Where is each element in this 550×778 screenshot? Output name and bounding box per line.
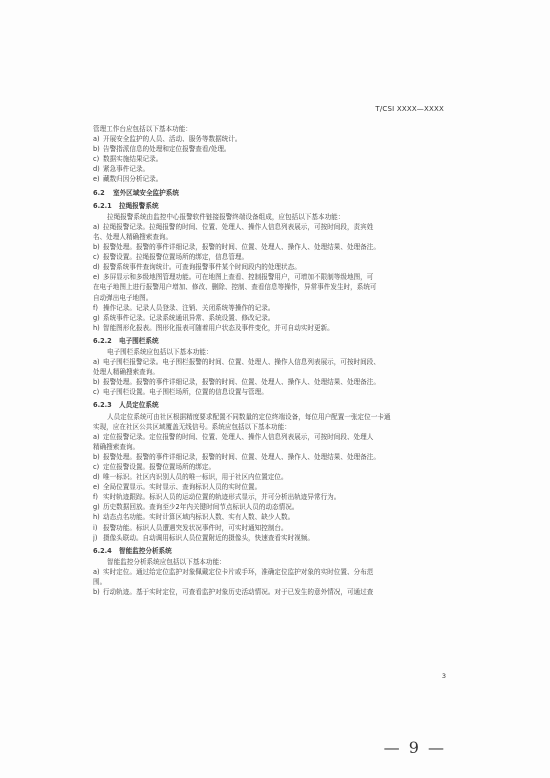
subsection-intro-continuation: 实现，应在社区公共区域覆盖无线信号。系统应包括以下基本功能： [93, 422, 291, 431]
list-item: e) 多屏显示和多级地图管理功能。可在地图上查看、控制报警用户，可增加不限制等级地图，可 [93, 273, 374, 282]
list-item: b) 报警处理。报警的事件详细记录，报警的时间、位置、处理人、操作人、处理结果、处理备注。 [93, 452, 380, 461]
list-item: b) 告警指派信息的处理和定位报警查看/处理。 [93, 145, 231, 154]
list-item: i) 报警功能。标识人员遭遇突发状况事件时，可实时通知控制台。 [93, 523, 288, 532]
subsection-heading: 6.2.1 拉绳报警系统 [93, 201, 159, 210]
section-heading: 6.2 室外区域安全监护系统 [93, 188, 179, 197]
list-item-continuation: 精确搜索查询。 [93, 442, 140, 451]
subsection-heading: 6.2.2 电子围栏系统 [93, 336, 159, 345]
list-item: a) 实时定位。通过给定位监护对象佩戴定位卡片或手环，准确定位监护对象的实时位置、分布范 [93, 567, 374, 576]
list-item: e) 全局位置显示。实时显示、查询标识人员的实时位置。 [93, 483, 262, 492]
list-item: g) 系统事件记录。记录系统通讯异常、系统设置、修改记录。 [93, 313, 275, 322]
list-item: b) 报警处理。报警的事件详细记录，报警的时间、位置、处理人、操作人、处理结果、处理备注。 [93, 378, 380, 387]
list-item: f) 操作记录。记录人员登录、注销、关闭系统等操作的记录。 [93, 303, 275, 312]
intro-paragraph: 管理工作台应包括以下基本功能： [93, 125, 192, 133]
list-item: a) 电子围栏报警记录。电子围栏报警的时间、位置、处理人、操作人信息列表展示，可按时间段、 [93, 358, 380, 367]
list-item: a) 定位报警记录。定位报警的时间、位置、处理人、操作人信息列表展示，可按时间段、处理人 [93, 432, 374, 441]
list-item: c) 电子围栏设置。电子围栏场所，位置的信息设置与管理。 [93, 388, 268, 397]
subsection-intro: 人员定位系统可由社区根据精度要求配置不同数量的定位终端设备，每位用户配置一张定位一卡通 [107, 412, 391, 421]
list-item-continuation: 处理人精确搜索查询。 [93, 368, 159, 377]
list-item-continuation: 自动弹出电子地图。 [93, 293, 153, 302]
list-item: d) 报警系统事件查询统计。可查询报警事件某个时间段内的处理状态。 [93, 263, 301, 272]
book-page-number: — 9 — [383, 738, 446, 757]
page-content [93, 124, 459, 597]
list-item: b) 行动轨迹。基于实时定位，可查看监护对象历史活动情况。对于已发生的意外情况，可通过查 [93, 588, 374, 597]
subsection-intro: 拉绳报警系统由监控中心报警软件链接报警终端设备组成，应包括以下基本功能： [107, 212, 345, 221]
subsection-heading: 6.2.3 人员定位系统 [93, 401, 159, 410]
list-item: g) 历史数据回放。查询至少2年内关键时间节点标识人员的动态情况。 [93, 503, 299, 512]
list-item: j) 摄像头联动。自动调用标识人员位置附近的摄像头，快速查看实时视频。 [93, 533, 314, 542]
list-item-continuation: 围。 [93, 578, 107, 587]
subsection-heading: 6.2.4 智能监控分析系统 [93, 546, 172, 555]
list-item: h) 动态点名功能。实时计算区域内标识人数、实有人数、缺少人数。 [93, 513, 295, 522]
list-item: h) 智能图形化报表。图形化报表可随着用户状态及事件变化，并可自动实时更新。 [93, 323, 334, 332]
list-item: c) 报警设置。拉绳报警位置场所的绑定，信息管理。 [93, 253, 249, 262]
list-item: a) 开展安全监护的人员、活动、服务等数据统计。 [93, 135, 242, 144]
list-item: c) 数据实施结果记录。 [93, 155, 163, 164]
list-item: e) 藏数归因分析记录。 [93, 175, 163, 184]
standard-code: T/CSI XXXX—XXXX [375, 105, 444, 113]
list-item: f) 实时轨迹跟踪。标识人员的运动位置的轨迹形式显示，并可分析出轨迹异常行为。 [93, 493, 341, 502]
list-item-continuation: 名、处理人精确搜索查询。 [93, 232, 173, 241]
list-item: d) 紧急事件记录。 [93, 165, 150, 174]
subsection-intro: 智能监控分析系统应包括以下基本功能： [107, 557, 226, 566]
list-item-continuation: 在电子地图上进行报警用户增加、修改、删除、控制、查看信息等操作，异常事件发生时，系统可 [93, 283, 377, 292]
page-number: 3 [441, 672, 446, 680]
list-item: a) 拉绳报警记录。拉绳报警的时间、位置、处理人、操作人信息列表展示，可按时间段，责宾姓 [93, 222, 374, 231]
list-item: c) 定位报警设置。报警位置场所的绑定。 [93, 463, 216, 471]
list-item: b) 报警处理。报警的事件详细记录，报警的时间、位置、处理人、操作人、处理结果、处理备注。 [93, 243, 380, 252]
list-item: d) 唯一标识。社区内识别人员的唯一标识，用于社区内位置定位。 [93, 473, 288, 482]
subsection-intro: 电子围栏系统应包括以下基本功能： [107, 347, 213, 356]
